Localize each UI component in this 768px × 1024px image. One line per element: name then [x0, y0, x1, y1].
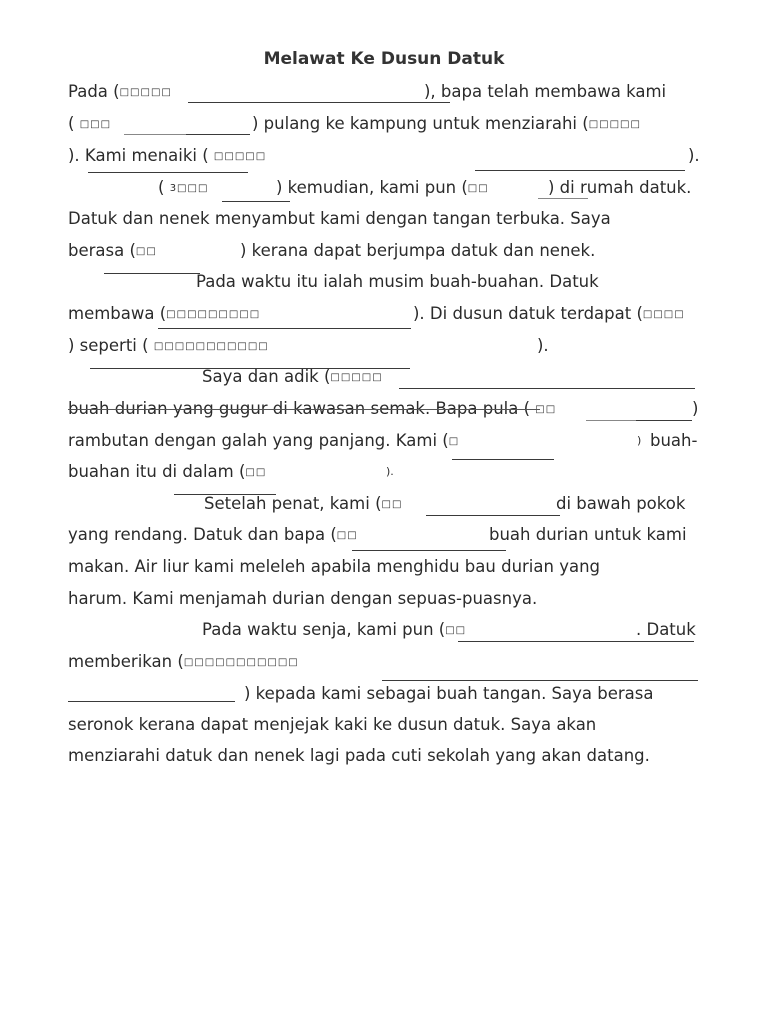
text-line: [688, 145, 700, 167]
text-line: [386, 461, 394, 483]
text-line: [68, 240, 157, 263]
text: ). Di dusun datuk terdapat (: [413, 304, 643, 323]
text-line: [68, 714, 596, 736]
glyph-placeholder: □: [448, 436, 460, 447]
text: membawa (: [68, 304, 167, 323]
text: buah durian yang gugur di kawasan semak. Bapa pula (: [68, 399, 531, 418]
glyph-placeholder: □□□□□: [330, 372, 383, 383]
answer-blank[interactable]: [475, 170, 685, 171]
text: berasa (: [68, 241, 136, 260]
text-line: [650, 430, 697, 452]
glyph-placeholder: □□: [336, 530, 358, 541]
glyph-placeholder: □□: [535, 404, 557, 415]
text-line: [68, 208, 611, 230]
text: menziarahi datuk dan nenek lagi pada cuti sekolah yang akan datang.: [68, 746, 650, 765]
answer-blank[interactable]: [426, 515, 560, 516]
text: ). Kami menaiki (: [68, 146, 209, 165]
text-line: [158, 177, 208, 200]
text-line: [240, 240, 595, 262]
glyph-placeholder: □□: [467, 183, 489, 194]
text-line: [413, 303, 685, 326]
glyph-placeholder: □□: [135, 246, 157, 257]
text-line: [637, 430, 641, 452]
answer-blank[interactable]: [538, 198, 588, 199]
text: buah durian untuk kami: [489, 525, 687, 544]
text: seronok kerana dapat menjejak kaki ke dusun datuk. Saya akan: [68, 715, 597, 734]
answer-blank[interactable]: [458, 641, 694, 642]
glyph-placeholder: □□□□□□□□□: [166, 309, 261, 320]
text-line: [204, 493, 402, 516]
answer-blank[interactable]: [124, 134, 186, 135]
text-line: [68, 556, 600, 578]
text: ): [637, 434, 642, 447]
glyph-placeholder: □□□: [79, 119, 112, 130]
answer-blank[interactable]: [104, 273, 200, 274]
glyph-placeholder: □□: [445, 625, 467, 636]
text: ) pulang ke kampung untuk menziarahi (: [252, 114, 589, 133]
glyph-placeholder: □□□□□: [588, 119, 641, 130]
text: Setelah penat, kami (: [204, 494, 382, 513]
text-line: [68, 461, 266, 484]
glyph-placeholder: □□□□□: [119, 87, 172, 98]
text-line: [424, 81, 666, 103]
text: (: [158, 178, 165, 197]
text-line: [68, 113, 111, 136]
answer-blank[interactable]: [399, 388, 695, 389]
text: (: [68, 114, 75, 133]
text-line: [202, 366, 383, 389]
glyph-placeholder: □□: [245, 467, 267, 478]
answer-blank[interactable]: [186, 134, 250, 135]
text-line: [68, 335, 269, 358]
text: ).: [386, 465, 394, 478]
text-line: [68, 588, 537, 610]
text-line: [692, 398, 698, 420]
glyph-placeholder: □□□□□: [213, 151, 267, 162]
text-line: [276, 177, 489, 200]
glyph-placeholder: 3□□□: [169, 183, 209, 194]
text: Pada (: [68, 82, 120, 101]
answer-blank[interactable]: [586, 420, 636, 421]
answer-blank[interactable]: [188, 102, 450, 103]
text: . Datuk: [636, 620, 696, 639]
text: ).: [688, 146, 700, 165]
text: ) kemudian, kami pun (: [276, 178, 468, 197]
text: makan. Air liur kami meleleh apabila menghidu bau durian yang: [68, 557, 601, 576]
text: ).: [537, 336, 549, 355]
text-line: [196, 271, 599, 293]
text: buah-: [650, 431, 698, 450]
text-line: [68, 745, 650, 767]
text: rambutan dengan galah yang panjang. Kami (: [68, 431, 449, 450]
text-line: [68, 145, 266, 168]
text: memberikan (: [68, 652, 184, 671]
text: Pada waktu itu ialah musim buah-buahan. Datuk: [196, 272, 599, 291]
answer-blank[interactable]: [352, 550, 506, 551]
text: di bawah pokok: [556, 494, 686, 513]
text-line: [68, 81, 172, 104]
glyph-placeholder: □□□□□□□□□□□: [153, 341, 269, 352]
text: ), bapa telah membawa kami: [424, 82, 667, 101]
glyph-placeholder: □□□□: [642, 309, 685, 320]
text: ) di rumah datuk.: [548, 178, 692, 197]
text-line: [68, 524, 358, 547]
text-line: [556, 493, 685, 515]
glyph-placeholder: □□: [381, 499, 403, 510]
answer-blank[interactable]: [636, 420, 692, 421]
text: ) seperti (: [68, 336, 149, 355]
text-line: [68, 430, 459, 453]
answer-blank[interactable]: [68, 701, 235, 702]
text-line: [68, 303, 260, 326]
text: Saya dan adik (: [202, 367, 331, 386]
answer-blank[interactable]: [222, 201, 290, 202]
text-line: [489, 524, 687, 546]
text: Datuk dan nenek menyambut kami dengan tangan terbuka. Saya: [68, 209, 611, 228]
text-line: [548, 177, 691, 199]
answer-blank[interactable]: [158, 328, 411, 329]
answer-blank[interactable]: [382, 680, 698, 681]
text: Pada waktu senja, kami pun (: [202, 620, 446, 639]
text: ): [692, 399, 699, 418]
text-line: [68, 651, 299, 674]
answer-blank[interactable]: [88, 172, 248, 173]
text-line: [202, 619, 466, 642]
glyph-placeholder: □□□□□□□□□□□: [183, 657, 299, 668]
answer-blank[interactable]: [452, 459, 554, 460]
text-line: [252, 113, 641, 136]
text: buahan itu di dalam (: [68, 462, 246, 481]
strikethrough-line: [68, 409, 540, 410]
text: harum. Kami menjamah durian dengan sepuas-puasnya.: [68, 589, 538, 608]
text-line: [537, 335, 549, 357]
page-title: Melawat Ke Dusun Datuk: [263, 49, 505, 69]
text-line: [636, 619, 696, 641]
text-line: [244, 683, 654, 705]
text: yang rendang. Datuk dan bapa (: [68, 525, 337, 544]
text: ) kerana dapat berjumpa datuk dan nenek.: [240, 241, 596, 260]
text: ) kepada kami sebagai buah tangan. Saya berasa: [244, 684, 654, 703]
